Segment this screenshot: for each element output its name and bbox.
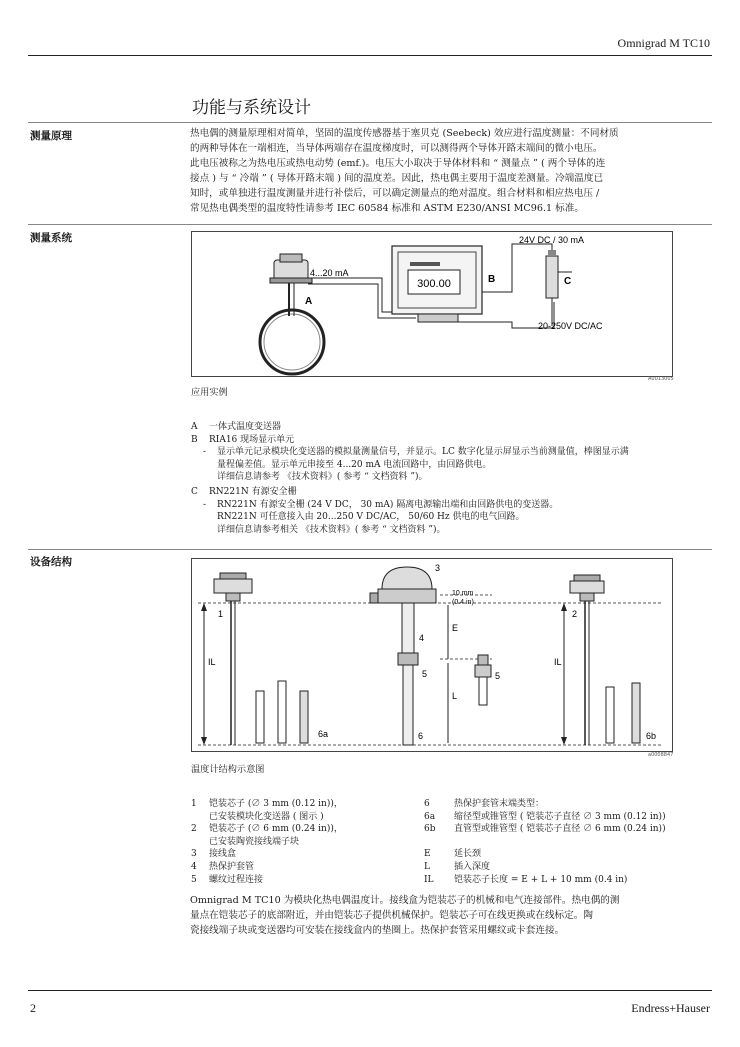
- legend-item: 2 铠装芯子 (∅ 6 mm (0.24 in))，: [191, 824, 343, 835]
- header-product: Omnigrad M TC10: [617, 36, 710, 50]
- paragraph-line: Omnigrad M TC10 为模块化热电偶温度计。接线盒为铠装芯子的机械和电气连接部件。热电偶的测: [190, 895, 620, 906]
- footer-rule: [28, 990, 712, 991]
- label-6: 6: [418, 731, 424, 741]
- legend-item: 3 接线盒: [191, 849, 237, 860]
- label-a: A: [305, 296, 313, 307]
- legend-item: 6 热保护套管末端类型：: [424, 799, 545, 809]
- label-5: 5: [422, 669, 428, 679]
- dim-mm: 10 mm: [452, 590, 474, 597]
- label-2: 2: [572, 609, 578, 619]
- label-4: 4: [419, 633, 425, 643]
- legend-subitem: 量程偏差值。显示单元串接至 4...20 mA 电流回路中，由回路供电。: [217, 459, 492, 470]
- paragraph-line: 知时，或单独进行温度测量并进行补偿后，可以确定测量点的绝对温度。组合材料和相应热电压 /: [190, 188, 600, 199]
- system-legend: [191, 421, 681, 536]
- system-figure: [191, 231, 673, 377]
- page-title: 功能与系统设计: [192, 98, 311, 118]
- label-6b: 6b: [646, 731, 657, 741]
- legend-item: B RIA16 现场显示单元: [191, 434, 295, 445]
- paragraph-line: 此电压被称之为热电压或热电动势 (emf.)。电压大小取决于导体材料和 “ 测量点 ” ( 两个导体的连: [190, 158, 606, 169]
- system-diagram: [192, 232, 672, 376]
- legend-item: C RN221N 有源安全栅: [191, 486, 297, 497]
- design-caption: 温度计结构示意图: [191, 764, 265, 775]
- design-legend-right: [424, 798, 684, 886]
- legend-subitem: 详细信息请参考相关 《技术资料》( 参考 “ 文档资料 ”)。: [217, 524, 446, 535]
- legend-item: E 延长颈: [424, 849, 482, 860]
- legend-subitem: - 显示单元记录模块化变送器的模拟量测量信号，并显示。LC 数字化显示屏显示当前测量值，棒图显示满: [203, 447, 629, 458]
- section-divider: [28, 224, 712, 225]
- system-caption: 应用实例: [191, 387, 228, 398]
- label-c: C: [564, 276, 572, 287]
- design-paragraph: [190, 893, 682, 938]
- section-divider: [28, 122, 712, 123]
- legend-subitem: RN221N 可任意接入由 20...250 V DC/AC， 50/60 Hz 供电的电气回路。: [217, 512, 525, 523]
- legend-item: 1 铠装芯子 (∅ 3 mm (0.12 in))，: [191, 799, 343, 809]
- footer-brand: Endress+Hauser: [631, 1001, 710, 1015]
- figure-code: A0013005: [648, 376, 674, 382]
- design-legend-left: [191, 798, 421, 886]
- section-divider: [28, 549, 712, 550]
- section-heading-principle: 测量原理: [30, 130, 72, 142]
- current-label: 4...20 mA: [310, 268, 349, 278]
- legend-item: 4 热保护套管: [191, 861, 255, 872]
- design-figure: [191, 558, 673, 752]
- dim-in: (0.4 in): [452, 599, 474, 606]
- paragraph-line: 接点 ) 与 “ 冷端 ” ( 导体开路末端 ) 间的温度差。因此，热电偶主要用于温度差测量。冷端温度已: [190, 173, 604, 184]
- legend-item: IL 铠装芯子长度 = E + L + 10 mm (0.4 in): [424, 874, 628, 885]
- legend-subitem: 详细信息请参考 《技术资料》( 参考 “ 文档资料 ”)。: [217, 472, 428, 483]
- paragraph-line: 量点在铠装芯子的底部附近，并由铠装芯子提供机械保护。铠装芯子可在线更换或在线标定。陶: [190, 910, 593, 921]
- display-value: 300.00: [417, 278, 451, 290]
- legend-spacer: [424, 836, 684, 849]
- paragraph-line: 热电偶的测量原理相对简单，坚固的温度传感器基于塞贝克 (Seebeck) 效应进行温度测量：不同材质: [190, 128, 619, 139]
- legend-item: A 一体式温度变送器: [191, 422, 282, 432]
- legend-subitem: - RN221N 有源安全栅 (24 V DC， 30 mA) 隔离电源输出端和由回路供电的变送器。: [203, 499, 559, 510]
- paragraph-line: 常见热电偶类型的温度特性请参考 IEC 60584 标准和 ASTM E230/ANSI MC96.1 标准。: [190, 203, 584, 214]
- label-5b: 5: [495, 671, 501, 681]
- legend-item: 6a 缩径型或锥管型 ( 铠装芯子直径 ∅ 3 mm (0.12 in)): [424, 811, 666, 822]
- legend-item: L 插入深度: [424, 861, 491, 872]
- section-heading-design: 设备结构: [30, 556, 72, 568]
- paragraph-line: 的两种导体在一端相连，当导体两端存在温度梯度时，可以测得两个导体开路末端间的微小电压。: [190, 143, 603, 154]
- legend-item: 已安装陶瓷接线端子块: [209, 836, 300, 847]
- label-b: B: [488, 274, 496, 285]
- supply-dc-label: 24V DC / 30 mA: [519, 235, 585, 245]
- label-6a: 6a: [318, 729, 329, 739]
- supply-ac-label: 20-250V DC/AC: [538, 321, 603, 331]
- label-3: 3: [435, 563, 441, 573]
- header-rule: [28, 55, 712, 56]
- legend-item: 已安装模块化变送器 ( 图示 ): [209, 811, 324, 822]
- principle-paragraph: [190, 126, 678, 216]
- section-heading-system: 测量系统: [30, 232, 72, 244]
- label-il-right: IL: [554, 657, 562, 667]
- design-diagram: [192, 559, 672, 751]
- label-l: L: [452, 691, 458, 701]
- label-1: 1: [218, 609, 224, 619]
- label-e: E: [452, 623, 459, 633]
- paragraph-line: 瓷接线端子块或变送器均可安装在接线盒内的垫圈上。热保护套管采用螺纹或卡套连接。: [190, 925, 565, 936]
- legend-item: 5 螺纹过程连接: [191, 874, 264, 885]
- page-number: 2: [30, 1001, 36, 1015]
- figure-code: a0008847: [648, 752, 674, 758]
- label-il-left: IL: [208, 657, 216, 667]
- legend-item: 6b 直管型或锥管型 ( 铠装芯子直径 ∅ 6 mm (0.24 in)): [424, 824, 666, 835]
